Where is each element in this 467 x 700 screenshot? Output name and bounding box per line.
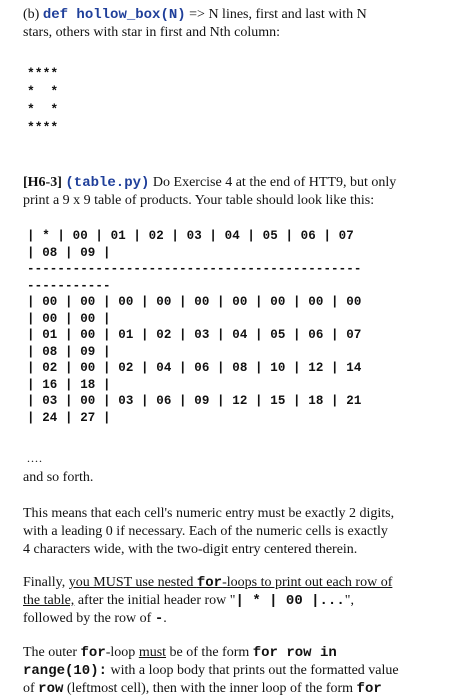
outer-loop-paragraph — [23, 644, 463, 698]
finally-loops-text: -loops to print out each row of — [222, 575, 393, 590]
table-line: | 08 | 09 | — [27, 245, 111, 260]
star-line: * * — [27, 102, 59, 117]
star-line: **** — [27, 66, 59, 81]
and-so-forth: and so forth. — [23, 470, 94, 485]
for-code: for — [80, 645, 106, 661]
star-line: * * — [27, 84, 59, 99]
means-paragraph — [23, 505, 453, 559]
part-b-paragraph — [23, 6, 453, 42]
table-example — [27, 228, 447, 426]
finally-line3-end: . — [163, 611, 167, 626]
row-code: row — [38, 681, 64, 697]
part-b-text-1: => N lines, first and last with N — [185, 7, 367, 22]
table-line: | 00 | 00 | — [27, 311, 111, 326]
table-line: | 08 | 09 | — [27, 344, 111, 359]
outer-must: must — [138, 645, 167, 660]
h63-text-1: Do Exercise 4 at the end of HTT9, but only — [149, 175, 397, 190]
means-line-2: with a leading 0 if necessary. Each of the numeric cells is exactly — [23, 524, 388, 539]
finally-line2-end: ", — [344, 593, 354, 608]
finally-line2-rest: after the initial header row " — [74, 593, 236, 608]
finally-line3-pre: followed by the row of — [23, 611, 155, 626]
outer-pre: The outer — [23, 645, 81, 660]
means-line-1: This means that each cell's numeric entry must be exactly 2 digits, — [23, 506, 395, 521]
for-code: for — [356, 681, 382, 697]
table-line: | 01 | 00 | 01 | 02 | 03 | 04 | 05 | 06 | 07 — [27, 328, 362, 342]
part-b-prefix: (b) — [23, 7, 43, 22]
outer-line2-text: with a loop body that prints out the formatted value — [107, 663, 399, 678]
range-code: range(10): — [23, 663, 108, 679]
table-line: -------------------------------------------- — [27, 262, 362, 276]
hollow-box-code: def hollow_box(N) — [42, 7, 186, 23]
table-line: | 02 | 00 | 02 | 04 | 06 | 08 | 10 | 12 | 14 — [27, 361, 362, 375]
finally-must-text: you MUST use nested — [68, 575, 197, 590]
header-row-code: | * | 00 |... — [235, 593, 345, 609]
outer-line3-text: (leftmost cell), then with the inner loop of the form — [63, 681, 357, 696]
dash-code: - — [154, 611, 164, 627]
table-line: | 24 | 27 | — [27, 410, 111, 425]
finally-prefix: Finally, — [23, 575, 69, 590]
table-py-code: (table.py) — [65, 175, 150, 191]
part-b-text-2: stars, others with star in first and Nth column: — [23, 25, 281, 40]
outer-loop-text: -loop — [105, 645, 139, 660]
ellipsis: .... — [27, 451, 43, 465]
table-line: ----------- — [27, 278, 111, 293]
h63-paragraph — [23, 174, 453, 210]
finally-paragraph — [23, 574, 463, 628]
for-row-in-code: for row in — [252, 645, 337, 661]
finally-the-table: the table, — [23, 593, 75, 608]
for-code: for — [196, 575, 223, 591]
outer-form-text: be of the form — [166, 645, 253, 660]
table-line: | * | 00 | 01 | 02 | 03 | 04 | 05 | 06 | 07 — [27, 229, 354, 243]
table-line: | 03 | 00 | 03 | 06 | 09 | 12 | 15 | 18 | 21 — [27, 394, 362, 408]
star-line: **** — [27, 120, 59, 135]
means-line-3: 4 characters wide, with the two-digit entry centered therein. — [23, 542, 358, 557]
star-box-example — [27, 66, 58, 135]
table-line: | 00 | 00 | 00 | 00 | 00 | 00 | 00 | 00 | 00 — [27, 295, 362, 309]
h63-text-2: print a 9 x 9 table of products. Your table should look like this: — [23, 193, 375, 208]
table-line: | 16 | 18 | — [27, 377, 111, 392]
outer-line3-pre: of — [23, 681, 39, 696]
h63-label: [H6-3] — [23, 175, 62, 190]
